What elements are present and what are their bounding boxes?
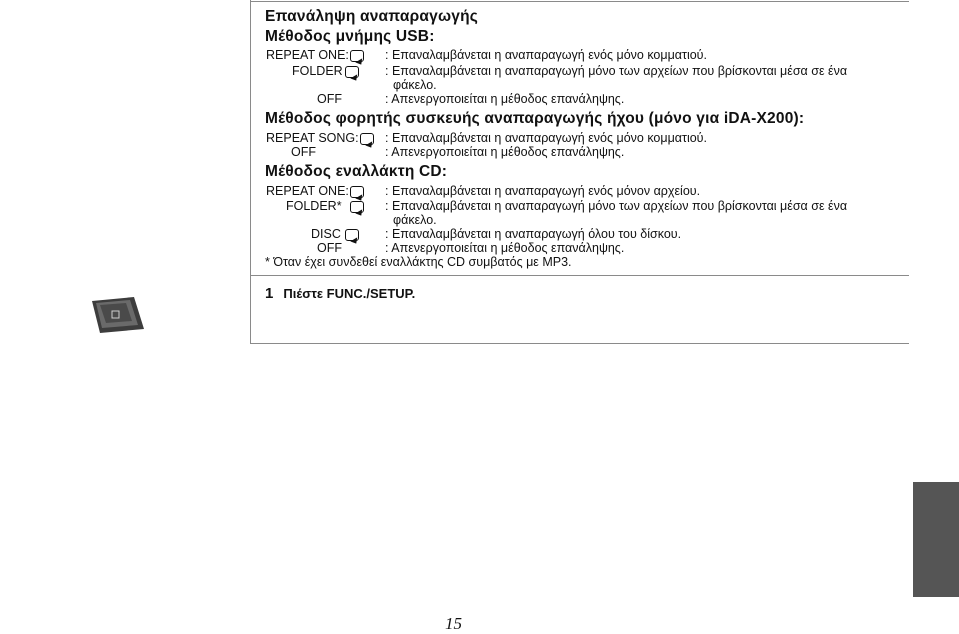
changer-heading: Μέθοδος εναλλάκτη CD: <box>265 163 448 180</box>
bottom-rule <box>250 343 909 344</box>
repeat-icon <box>350 186 364 198</box>
usb-off-label: OFF <box>317 92 342 106</box>
changer-folder-desc-cont: φάκελο. <box>393 213 437 227</box>
step-instruction <box>265 285 415 302</box>
changer-repeat-one-desc: : Επαναλαμβάνεται η αναπαραγωγή ενός μόνον αρχείου. <box>385 184 701 198</box>
usb-heading: Μέθοδος μνήμης USB: <box>265 28 435 45</box>
top-rule <box>250 1 909 2</box>
page-number: 15 <box>445 614 462 633</box>
usb-folder-label: FOLDER <box>292 64 343 78</box>
usb-repeat-one-label: REPEAT ONE: <box>266 48 349 62</box>
repeat-icon <box>345 229 359 241</box>
changer-folder-label: FOLDER* <box>286 199 342 213</box>
step-text: Πιέστε FUNC./SETUP. <box>283 286 416 301</box>
repeat-icon <box>345 66 359 78</box>
changer-footnote: * Όταν έχει συνδεθεί εναλλάκτης CD συμβατός με MP3. <box>265 255 572 269</box>
changer-disc-desc: : Επαναλαμβάνεται η αναπαραγωγή όλου του δίσκου. <box>385 227 682 241</box>
repeat-icon <box>350 50 364 62</box>
middle-rule <box>250 275 909 276</box>
func-setup-button-icon <box>90 295 146 335</box>
side-tab <box>913 482 959 597</box>
repeat-icon <box>350 201 364 213</box>
portable-repeat-song-label: REPEAT SONG: <box>266 131 359 145</box>
changer-repeat-one-label: REPEAT ONE: <box>266 184 349 198</box>
usb-off-desc: : Απενεργοποιείται η μέθοδος επανάληψης. <box>385 92 625 106</box>
changer-off-label: OFF <box>317 241 342 255</box>
portable-repeat-song-desc: : Επαναλαμβάνεται η αναπαραγωγή ενός μόνο κομματιού. <box>385 131 707 145</box>
usb-folder-desc-cont: φάκελο. <box>393 78 437 92</box>
usb-repeat-one-desc: : Επαναλαμβάνεται η αναπαραγωγή ενός μόνο κομματιού. <box>385 48 707 62</box>
repeat-icon <box>360 133 374 145</box>
left-vertical-rule <box>250 0 251 344</box>
usb-folder-desc: : Επαναλαμβάνεται η αναπαραγωγή μόνο των αρχείων που βρίσκονται μέσα σε ένα <box>385 64 848 78</box>
portable-off-desc: : Απενεργοποιείται η μέθοδος επανάληψης. <box>385 145 625 159</box>
portable-off-label: OFF <box>291 145 316 159</box>
changer-folder-desc: : Επαναλαμβάνεται η αναπαραγωγή μόνο των αρχείων που βρίσκονται μέσα σε ένα <box>385 199 848 213</box>
changer-disc-label: DISC <box>311 227 341 241</box>
changer-off-desc: : Απενεργοποιείται η μέθοδος επανάληψης. <box>385 241 625 255</box>
step-number: 1 <box>265 285 274 302</box>
section-title: Επανάληψη αναπαραγωγής <box>265 8 479 25</box>
portable-heading: Μέθοδος φορητής συσκευής αναπαραγωγής ήχου (μόνο για iDA-X200): <box>265 110 805 127</box>
